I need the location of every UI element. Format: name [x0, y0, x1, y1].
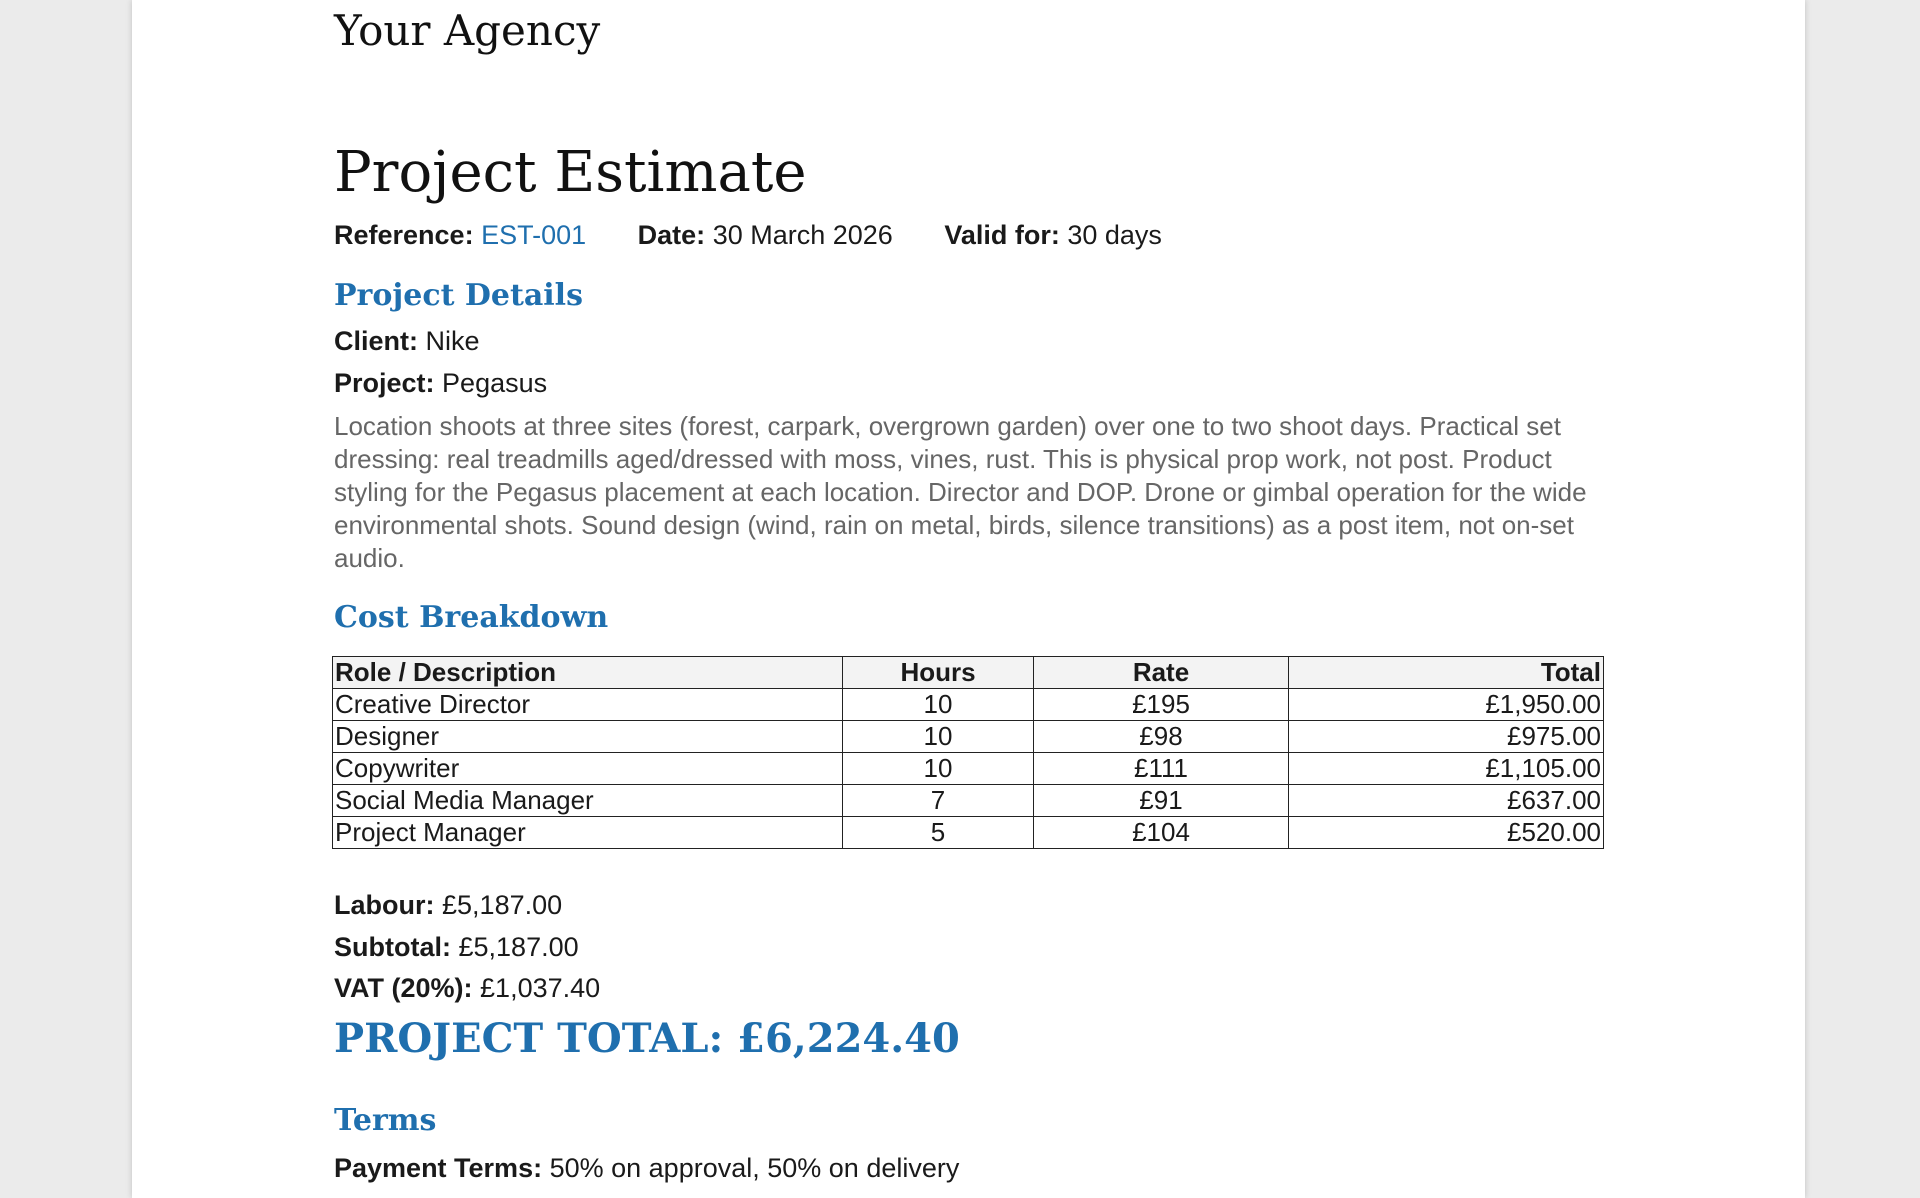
cell-total: £637.00 — [1289, 785, 1604, 817]
date-value: 30 March 2026 — [712, 220, 893, 250]
subtotal-field — [334, 932, 579, 963]
project-total: PROJECT TOTAL: £6,224.40 — [334, 1015, 960, 1062]
cell-hours: 10 — [843, 689, 1034, 721]
cell-rate: £98 — [1034, 721, 1289, 753]
cell-role: Social Media Manager — [333, 785, 843, 817]
cell-hours: 10 — [843, 721, 1034, 753]
cell-rate: £111 — [1034, 753, 1289, 785]
project-description: Location shoots at three sites (forest, carpark, overgrown garden) over one to two shoot days. Practical set dressing: real treadmills aged/dressed with moss, vines, rust. This is physical prop work, not post. Product styling for the Pegasus placement at each location. Director and DOP. Drone or gimbal operation for the wide environmental shots. Sound design (wind, rain on metal, birds, silence transitions) as a post item, not on-set audio. — [334, 411, 1587, 573]
payment-terms-field — [334, 1153, 959, 1184]
cell-rate: £91 — [1034, 785, 1289, 817]
document-page — [132, 0, 1805, 1198]
cell-hours: 5 — [843, 817, 1034, 849]
estimate-meta — [334, 220, 1206, 251]
vat-label: VAT (20%): — [334, 973, 473, 1003]
valid-label: Valid for: — [944, 220, 1060, 250]
cell-total: £1,950.00 — [1289, 689, 1604, 721]
cell-role: Project Manager — [333, 817, 843, 849]
date-label: Date: — [637, 220, 706, 250]
date-field — [638, 220, 893, 250]
subtotal-value: £5,187.00 — [458, 932, 579, 962]
cell-total: £975.00 — [1289, 721, 1604, 753]
column-header-total: Total — [1289, 657, 1604, 689]
reference-label: Reference: — [334, 220, 474, 250]
agency-name: Your Agency — [334, 6, 601, 55]
cell-hours: 10 — [843, 753, 1034, 785]
reference-link[interactable]: EST-001 — [481, 220, 587, 250]
reference-field — [334, 220, 586, 250]
labour-field — [334, 890, 562, 921]
table-row — [333, 689, 1604, 721]
valid-field — [944, 220, 1162, 250]
labour-label: Labour: — [334, 890, 435, 920]
cost-table — [332, 656, 1604, 849]
client-value: Nike — [425, 326, 480, 356]
terms-heading: Terms — [334, 1103, 437, 1138]
project-details-heading: Project Details — [334, 278, 583, 313]
cell-total: £520.00 — [1289, 817, 1604, 849]
table-row — [333, 785, 1604, 817]
valid-value: 30 days — [1067, 220, 1162, 250]
cell-rate: £104 — [1034, 817, 1289, 849]
cell-role: Creative Director — [333, 689, 843, 721]
client-field — [334, 326, 480, 357]
project-label: Project: — [334, 368, 435, 398]
subtotal-label: Subtotal: — [334, 932, 451, 962]
column-header-rate: Rate — [1034, 657, 1289, 689]
column-header-hours: Hours — [843, 657, 1034, 689]
cell-total: £1,105.00 — [1289, 753, 1604, 785]
table-row — [333, 753, 1604, 785]
project-value: Pegasus — [442, 368, 548, 398]
cell-hours: 7 — [843, 785, 1034, 817]
table-row — [333, 817, 1604, 849]
cell-role: Copywriter — [333, 753, 843, 785]
document-title: Project Estimate — [334, 140, 807, 205]
table-row — [333, 721, 1604, 753]
payment-terms-value: 50% on approval, 50% on delivery — [549, 1153, 960, 1183]
vat-value: £1,037.40 — [480, 973, 601, 1003]
table-header-row — [333, 657, 1604, 689]
cell-role: Designer — [333, 721, 843, 753]
cell-rate: £195 — [1034, 689, 1289, 721]
project-field — [334, 368, 547, 399]
labour-value: £5,187.00 — [442, 890, 563, 920]
vat-field — [334, 973, 600, 1004]
cost-breakdown-heading: Cost Breakdown — [334, 600, 609, 635]
column-header-role: Role / Description — [333, 657, 843, 689]
payment-terms-label: Payment Terms: — [334, 1153, 543, 1183]
client-label: Client: — [334, 326, 418, 356]
